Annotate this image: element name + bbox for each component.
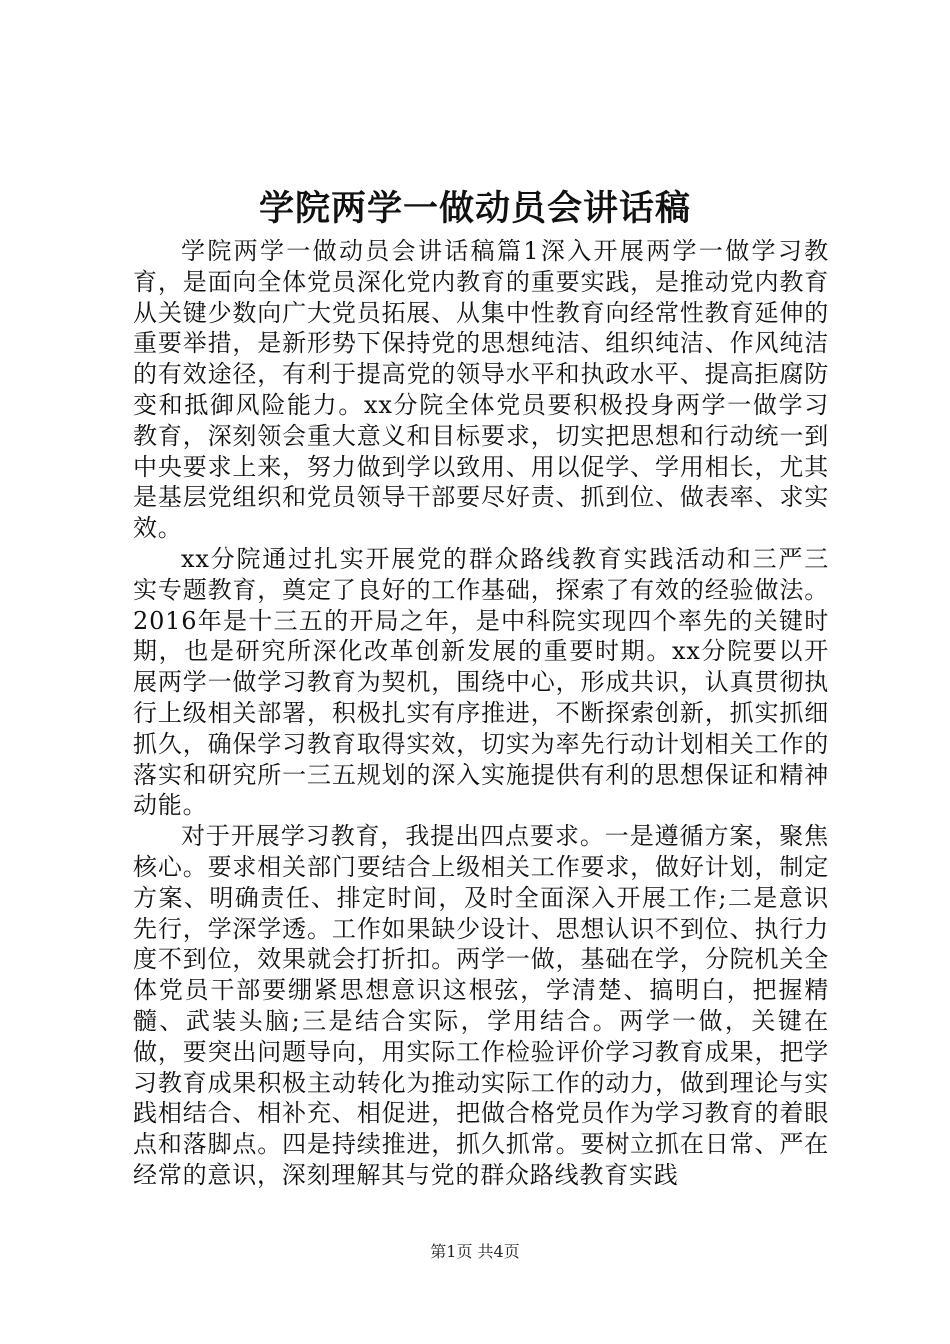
document-title: 学院两学一做动员会讲话稿 bbox=[258, 188, 691, 229]
paragraph-3: 对于开展学习教育，我提出四点要求。一是遵循方案，聚焦核心。要求相关部门要结合上级相关工作要求，做好计划，制定方案、明确责任、排定时间，及时全面深入开展工作;二是意识先行，学深学透。工作如果缺少设计、思想认识不到位、执行力度不到位，效果就会打折扣。两学一做，基础在学，分院机关全体党员干部要绷紧思想意识这根弦，学清楚、搞明白，把握精髓、武装头脑;三是结合实际，学用结合。两学一做，关键在做，要突出问题导向，用实际工作检验评价学习教育成果，把学习教育成果积极主动转化为推动实际工作的动力，做到理论与实践相结合、相补充、相促进，把做合格党员作为学习教育的着眼点和落脚点。四是持续推进，抓久抓常。要树立抓在日常、严在经常的意识，深刻理解其与党的群众路线教育实践 bbox=[133, 822, 829, 1189]
document-body bbox=[133, 236, 829, 1191]
paragraph-2: xx分院通过扎实开展党的群众路线教育实践活动和三严三实专题教育，奠定了良好的工作基础，探索了有效的经验做法。2016年是十三五的开局之年，是中科院实现四个率先的关键时期，也是研究所深化改革创新发展的重要时期。xx分院要以开展两学一做学习教育为契机，围绕中心，形成共识，认真贯彻执行上级相关部署，积极扎实有序推进，不断探索创新，抓实抓细抓久，确保学习教育取得实效，切实为率先行动计划相关工作的落实和研究所一三五规划的深入实施提供有利的思想保证和精神动能。 bbox=[133, 544, 829, 820]
paragraph-1: 学院两学一做动员会讲话稿篇1深入开展两学一做学习教育，是面向全体党员深化党内教育的重要实践，是推动党内教育从关键少数向广大党员拓展、从集中性教育向经常性教育延伸的重要举措，是新形势下保持党的思想纯洁、组织纯洁、作风纯洁的有效途径，有利于提高党的领导水平和执政水平、提高拒腐防变和抵御风险能力。xx分院全体党员要积极投身两学一做学习教育，深刻领会重大意义和目标要求，切实把思想和行动统一到中央要求上来，努力做到学以致用、用以促学、学用相长，尤其是基层党组织和党员领导干部要尽好责、抓到位、做表率、求实效。 bbox=[133, 237, 829, 543]
page-footer: 第1页 共4页 bbox=[430, 1242, 520, 1261]
